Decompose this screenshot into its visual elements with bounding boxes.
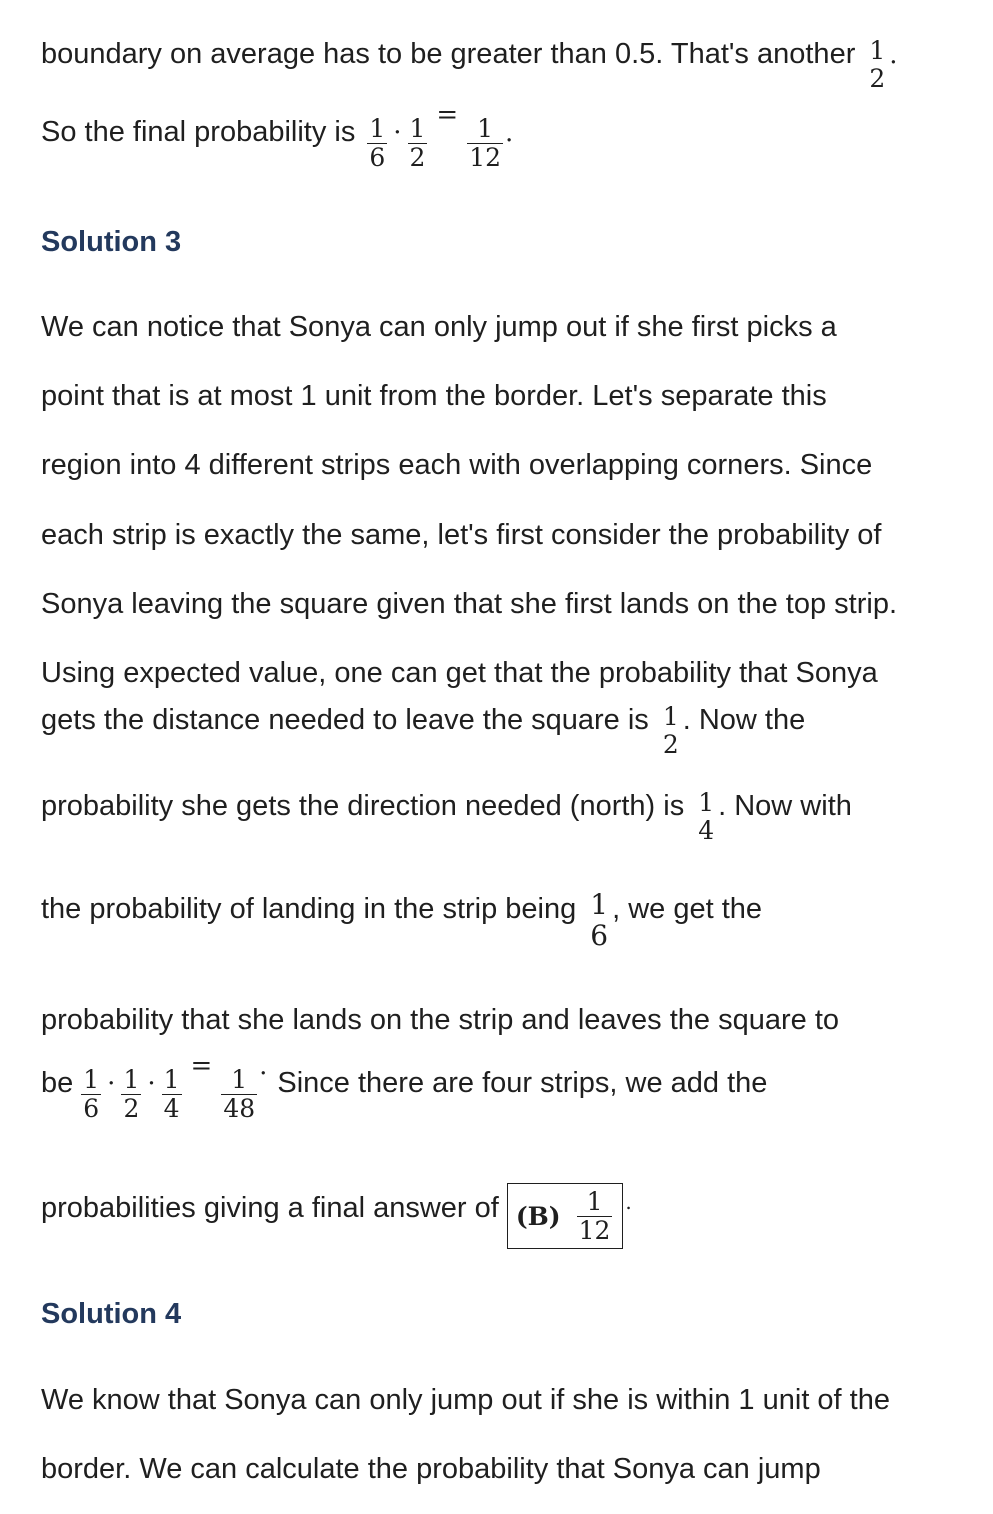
text-line-14 xyxy=(41,1175,632,1245)
fraction-numerator: 1 xyxy=(123,1065,140,1094)
fraction-denominator: 6 xyxy=(83,1093,100,1123)
text-segment: boundary on average has to be greater than 0.5. That's another xyxy=(41,38,856,70)
equals-sign: = xyxy=(436,100,459,130)
fraction-numerator: 1 xyxy=(477,114,494,143)
fraction-numerator: 1 xyxy=(698,788,715,817)
fraction-one-twelfth xyxy=(577,1188,613,1244)
text-line-9 xyxy=(41,702,806,762)
text-line-12 xyxy=(41,1006,839,1035)
heading-solution-3: Solution 3 xyxy=(41,226,182,258)
text-segment: , we get the xyxy=(612,893,763,925)
text-segment: region into 4 different strips each with overlapping corners. Since xyxy=(41,449,873,481)
fraction xyxy=(81,1066,101,1122)
text-segment: Sonya leaving the square given that she first lands on the top strip. xyxy=(41,588,898,620)
text-line-10 xyxy=(41,788,852,848)
period: . xyxy=(625,1189,632,1214)
fraction xyxy=(121,1066,141,1122)
boxed-answer xyxy=(507,1183,624,1249)
text-line-13 xyxy=(41,1051,768,1126)
fraction-denominator: 4 xyxy=(163,1093,180,1123)
text-segment: We can notice that Sonya can only jump out if she first picks a xyxy=(41,311,837,343)
fraction-denominator: 48 xyxy=(223,1093,256,1123)
fraction xyxy=(162,1066,182,1122)
fraction xyxy=(221,1066,257,1122)
text-line-2 xyxy=(41,100,514,175)
text-segment: So the final probability is xyxy=(41,116,356,148)
text-segment: . Now the xyxy=(682,704,806,736)
fraction-denominator: 2 xyxy=(123,1093,140,1123)
fraction-numerator: 1 xyxy=(163,1065,180,1094)
text-segment: gets the distance needed to leave the square is xyxy=(41,704,649,736)
text-segment: Since there are four strips, we add the xyxy=(277,1067,768,1099)
fraction xyxy=(408,115,428,171)
fraction-one-half xyxy=(867,37,887,92)
fraction-denominator: 2 xyxy=(409,142,426,172)
text-line-1 xyxy=(41,36,898,96)
period: . xyxy=(259,1051,268,1081)
text-line-3 xyxy=(41,313,837,342)
text-line-16 xyxy=(41,1455,821,1484)
fraction-denominator: 2 xyxy=(869,63,886,93)
text-line-4 xyxy=(41,382,827,411)
text-line-6 xyxy=(41,521,881,550)
text-line-11 xyxy=(41,888,763,956)
fraction-numerator: 1 xyxy=(586,1187,603,1216)
multiply-dot: · xyxy=(147,1069,156,1099)
fraction xyxy=(367,115,387,171)
fraction-denominator: 6 xyxy=(590,918,609,952)
fraction-numerator: 1 xyxy=(590,888,609,921)
period: . xyxy=(889,40,898,70)
text-segment: the probability of landing in the strip being xyxy=(41,893,577,925)
fraction-numerator: 1 xyxy=(83,1065,100,1094)
fraction-denominator: 12 xyxy=(469,142,502,172)
text-line-8 xyxy=(41,659,878,688)
fraction-one-sixth xyxy=(588,890,610,952)
heading-solution-4: Solution 4 xyxy=(41,1298,182,1330)
text-segment: probability she gets the direction needed (north) is xyxy=(41,790,685,822)
text-segment: each strip is exactly the same, let's first consider the probability of xyxy=(41,519,882,551)
fraction xyxy=(467,115,503,171)
answer-choice-label: (B) xyxy=(515,1201,561,1231)
fraction-one-half xyxy=(661,703,681,758)
text-line-15 xyxy=(41,1386,890,1415)
text-segment: probabilities giving a final answer of xyxy=(41,1191,499,1224)
equals-sign: = xyxy=(190,1051,213,1081)
text-segment: . Now with xyxy=(718,790,852,822)
fraction-one-quarter xyxy=(696,789,716,844)
fraction-denominator: 12 xyxy=(578,1215,611,1245)
text-line-7 xyxy=(41,590,897,619)
text-segment: probability that she lands on the strip and leaves the square to xyxy=(41,1004,840,1036)
fraction-denominator: 2 xyxy=(662,729,679,759)
fraction-denominator: 6 xyxy=(369,142,386,172)
fraction-numerator: 1 xyxy=(869,36,886,65)
fraction-numerator: 1 xyxy=(231,1065,248,1094)
text-segment: We know that Sonya can only jump out if she is within 1 unit of the xyxy=(41,1384,890,1416)
text-segment: point that is at most 1 unit from the border. Let's separate this xyxy=(41,380,827,412)
text-segment: Using expected value, one can get that the probability that Sonya xyxy=(41,657,878,689)
period: . xyxy=(505,118,514,148)
text-segment: be xyxy=(41,1067,74,1099)
fraction-numerator: 1 xyxy=(409,114,426,143)
fraction-denominator: 4 xyxy=(698,815,715,845)
text-line-5 xyxy=(41,451,872,480)
fraction-numerator: 1 xyxy=(369,114,386,143)
multiply-dot: · xyxy=(393,118,402,148)
text-segment: border. We can calculate the probability that Sonya can jump xyxy=(41,1453,821,1485)
fraction-numerator: 1 xyxy=(662,702,679,731)
multiply-dot: · xyxy=(107,1069,116,1099)
